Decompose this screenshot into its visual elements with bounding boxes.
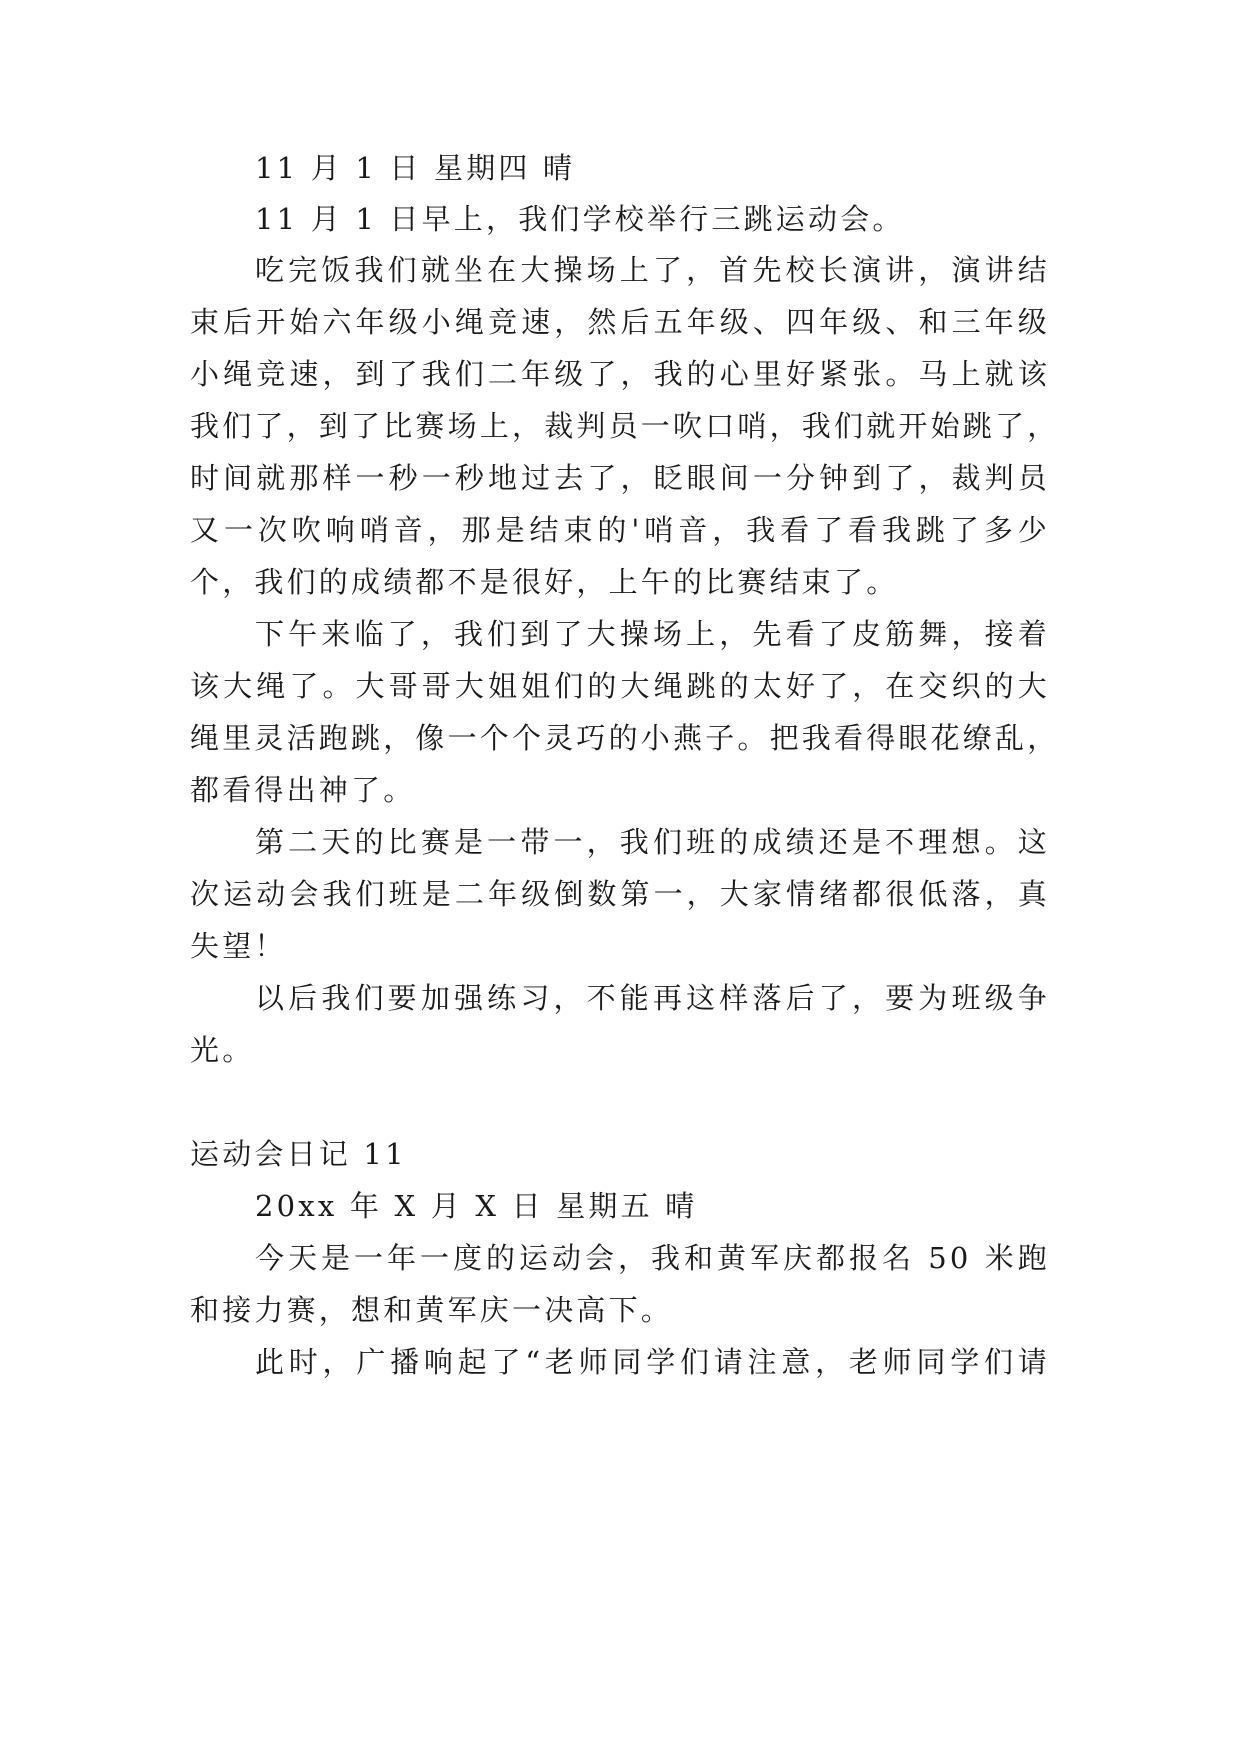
paragraph-line: 绳里灵活跑跳，像一个个灵巧的小燕子。把我看得眼花缭乱， — [190, 721, 1060, 755]
paragraph-line: 该大绳了。大哥哥大姐姐们的大绳跳的太好了，在交织的大 — [190, 669, 1050, 703]
paragraph-line: 次运动会我们班是二年级倒数第一，大家情绪都很低落，真 — [190, 877, 1050, 911]
paragraph-line: 此时，广播响起了“老师同学们请注意，老师同学们请 — [255, 1345, 1050, 1379]
paragraph-line: 11 月 1 日早上，我们学校举行三跳运动会。 — [255, 202, 905, 236]
paragraph-line: 束后开始六年级小绳竞速，然后五年级、四年级、和三年级 — [190, 305, 1050, 339]
paragraph-line: 时间就那样一秒一秒地过去了，眨眼间一分钟到了，裁判员 — [190, 461, 1050, 495]
paragraph-line: 下午来临了，我们到了大操场上，先看了皮筋舞，接着 — [255, 617, 1050, 651]
paragraph-line: 个，我们的成绩都不是很好，上午的比赛结束了。 — [190, 565, 899, 599]
paragraph-line: 第二天的比赛是一带一，我们班的成绩还是不理想。这 — [255, 825, 1050, 859]
paragraph-line: 吃完饭我们就坐在大操场上了，首先校长演讲，演讲结 — [255, 253, 1050, 287]
paragraph-line: 光。 — [190, 1033, 255, 1067]
paragraph-line: 和接力赛，想和黄军庆一决高下。 — [190, 1293, 674, 1327]
diary-date-line: 11 月 1 日 星期四 晴 — [255, 151, 576, 185]
paragraph-line: 以后我们要加强练习，不能再这样落后了，要为班级争 — [255, 981, 1050, 1015]
diary-date-line: 20xx 年 X 月 X 日 星期五 晴 — [255, 1189, 698, 1223]
paragraph-line: 今天是一年一度的运动会，我和黄军庆都报名 50 米跑 — [255, 1241, 1050, 1275]
paragraph-line: 又一次吹响哨音，那是结束的'哨音，我看了看我跳了多少 — [190, 513, 1050, 547]
paragraph-line: 都看得出神了。 — [190, 773, 416, 807]
paragraph-line: 失望！ — [190, 929, 287, 963]
paragraph-line: 小绳竞速，到了我们二年级了，我的心里好紧张。马上就该 — [190, 357, 1050, 391]
section-heading: 运动会日记 11 — [190, 1137, 407, 1171]
paragraph-line: 我们了，到了比赛场上，裁判员一吹口哨，我们就开始跳了， — [190, 409, 1060, 443]
